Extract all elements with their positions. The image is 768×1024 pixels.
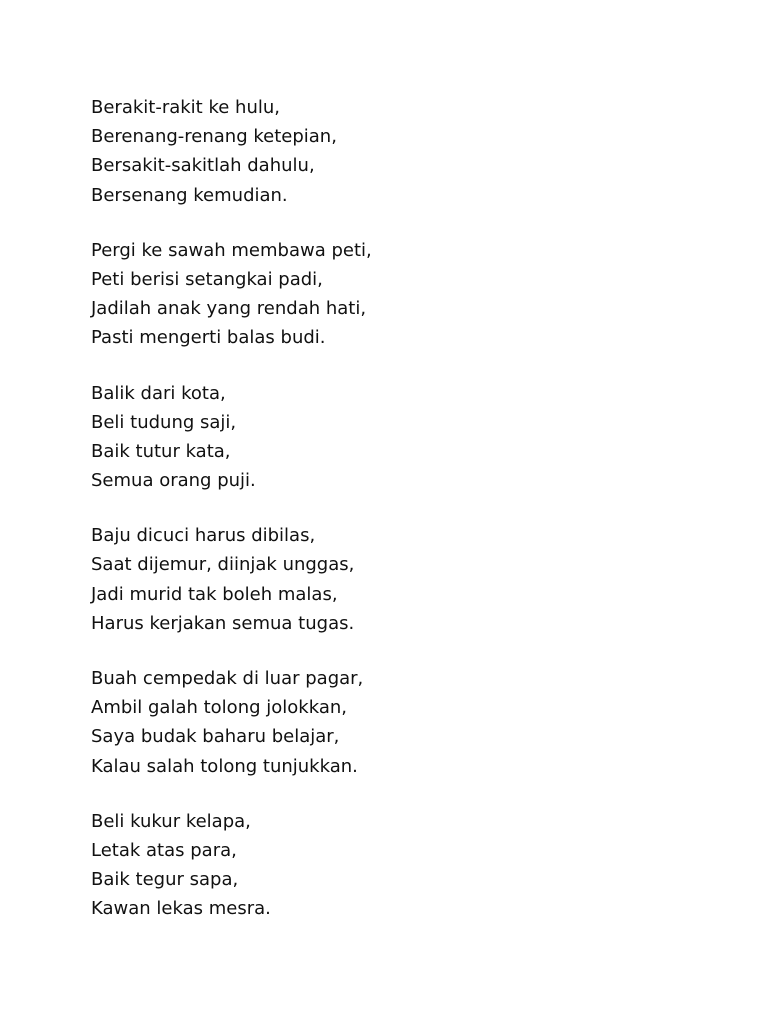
poem-line: Kalau salah tolong tunjukkan. (91, 755, 358, 777)
poem-line: Bersenang kemudian. (91, 184, 288, 206)
poem-line: Ambil galah tolong jolokkan, (91, 697, 347, 719)
stanza-3 (91, 379, 691, 496)
stanza-1 (91, 93, 691, 210)
poem-line: Peti berisi setangkai padi, (91, 268, 323, 290)
poem-line: Balik dari kota, (91, 382, 226, 404)
poem-line: Buah cempedak di luar pagar, (91, 668, 364, 689)
stanza-5 (91, 664, 691, 781)
poem-line: Jadilah anak yang rendah hati, (91, 298, 367, 320)
poem-line: Pasti mengerti balas budi. (91, 327, 326, 349)
poem-line: Jadi murid tak boleh malas, (91, 583, 338, 605)
poem-line: Letak atas para, (91, 839, 237, 861)
poem-line: Baju dicuci harus dibilas, (91, 525, 316, 547)
poem-line: Beli tudung saji, (91, 411, 237, 433)
poem-line: Semua orang puji. (91, 470, 256, 492)
poem-line: Pergi ke sawah membawa peti, (91, 239, 372, 261)
poem-line: Berenang-renang ketepian, (91, 126, 337, 148)
poem-line: Saya budak baharu belajar, (91, 726, 340, 748)
stanza-6 (91, 807, 691, 924)
poem-line: Saat dijemur, diinjak unggas, (91, 554, 355, 576)
poem-line: Baik tutur kata, (91, 440, 231, 462)
poem-line: Baik tegur sapa, (91, 869, 239, 891)
pantun-poem (91, 93, 691, 950)
poem-line: Bersakit-sakitlah dahulu, (91, 155, 315, 177)
poem-line: Beli kukur kelapa, (91, 810, 251, 832)
stanza-2 (91, 236, 691, 353)
poem-line: Kawan lekas mesra. (91, 898, 271, 920)
poem-line: Berakit-rakit ke hulu, (91, 97, 280, 118)
poem-line: Harus kerjakan semua tugas. (91, 612, 355, 634)
stanza-4 (91, 521, 691, 638)
